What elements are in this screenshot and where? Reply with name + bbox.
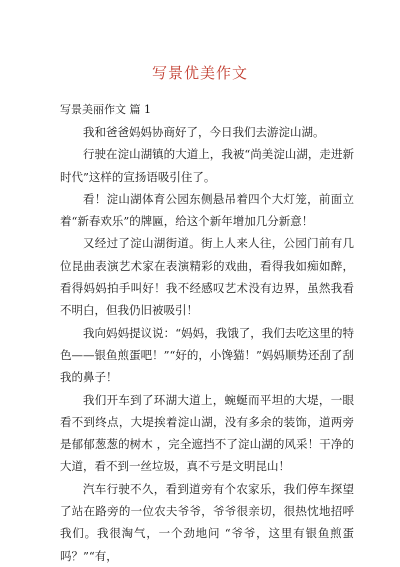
paragraph: 汽车行驶不久，看到道旁有个农家乐，我们停车探望了站在路旁的一位农夫爷爷，爷爷很亲切，很热忱地招呼我们。我很淘气，一个劲地问 “爷爷，这里有银鱼煎蛋吗？”“有， <box>60 481 354 563</box>
document-body <box>60 121 354 567</box>
paragraph: 我向妈妈提议说：“妈妈，我饿了，我们去吃这里的特色——银鱼煎蛋吧！”“好的，小馋猫！”妈妈顺势还刮了刮我的鼻子！ <box>60 325 354 385</box>
document-title: 写景优美作文 <box>151 64 248 82</box>
paragraph: 又经过了淀山湖街道。街上人来人往，公园门前有几位昆曲表演艺术家在表演精彩的戏曲，看得我如痴如醉，看得妈妈拍手叫好！我不经感叹艺术没有边界，虽然我看不明白，但我仍旧被吸引！ <box>60 236 354 318</box>
paragraph: 看！淀山湖体育公园东侧悬吊着四个大灯笼，前面立着“新春欢乐”的牌匾，给这个新年增加几分新意！ <box>60 191 354 229</box>
paragraph: 行驶在淀山湖镇的大道上，我被“尚美淀山湖，走进新时代”这样的宣扬语吸引住了。 <box>60 147 354 184</box>
paragraph: 我们开车到了环湖大道上，蜿蜒而平坦的大堤，一眼看不到终点，大堤挨着淀山湖，没有多余的装饰，道两旁是郁郁葱葱的树木 ，完全遮挡不了淀山湖的风采！干净的大道，看不到一丝垃圾，真不亏是文明昆山！ <box>60 392 354 474</box>
paragraph: 我和爸爸妈妈协商好了，今日我们去游淀山湖。 <box>83 125 325 139</box>
document-subtitle: 写景美丽作文 篇 1 <box>60 103 151 116</box>
